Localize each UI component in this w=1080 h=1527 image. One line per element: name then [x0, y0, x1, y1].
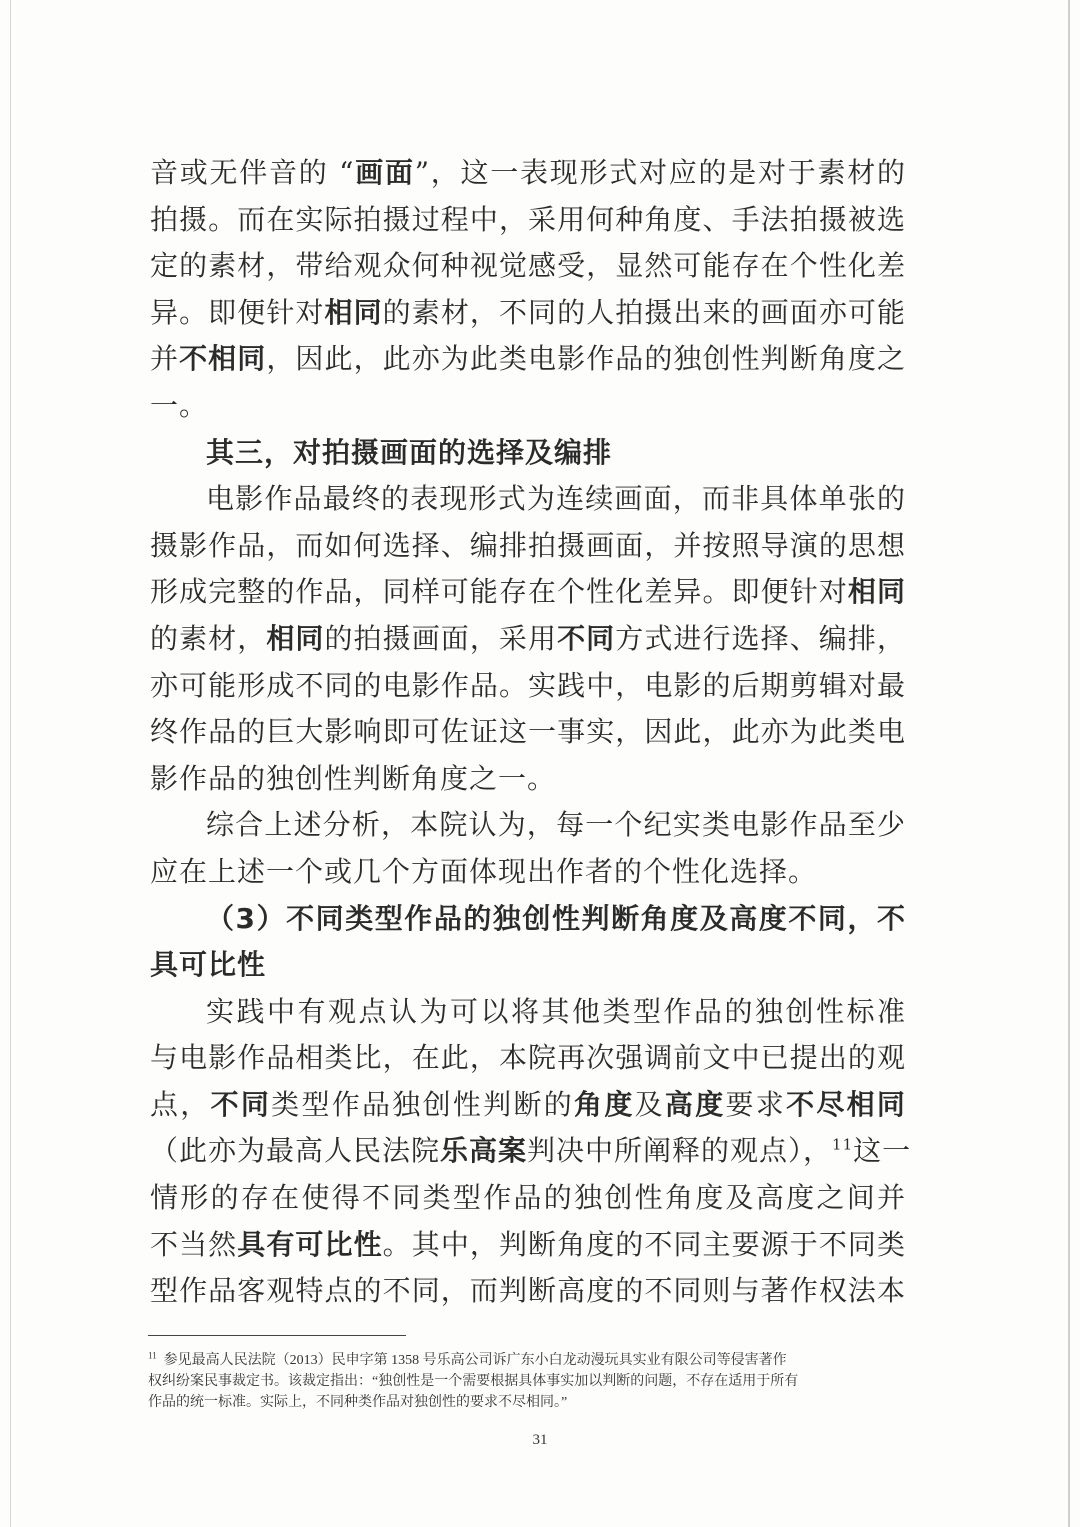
- text-line: 影作品的独创性判断角度之一。: [150, 761, 557, 795]
- footnote-line: 作品的统一标准。实际上，不同种类作品对独创性的要求不尽相同。”: [148, 1395, 568, 1410]
- footnote-reference[interactable]: 11: [832, 1136, 854, 1155]
- body-text: [150, 150, 912, 1315]
- text-line: 与电影作品相类比，在此，本院再次强调前文中已提出的观: [150, 1041, 906, 1075]
- section-heading-continued: 具可比性: [150, 948, 267, 982]
- scan-edge: [1068, 0, 1070, 1527]
- footnote-line: 权纠纷案民事裁定书。该裁定指出：“独创性是一个需要根据具体事实加以判断的问题，不存在适用于所有: [148, 1374, 799, 1389]
- footnote-marker: 11: [148, 1350, 157, 1361]
- text-line: 点，不同类型作品独创性判断的角度及高度要求不尽相同: [150, 1087, 906, 1121]
- text-line: 一。: [150, 388, 209, 422]
- text-line: 电影作品最终的表现形式为连续画面，而非具体单张的: [206, 482, 906, 516]
- scan-edge: [10, 0, 11, 1527]
- page-number: 31: [532, 1432, 548, 1448]
- text-line: 型作品客观特点的不同，而判断高度的不同则与著作权法本: [150, 1274, 906, 1308]
- section-heading: （3）不同类型作品的独创性判断角度及高度不同，不: [206, 901, 906, 935]
- text-line: 形成完整的作品，同样可能存在个性化差异。即便针对相同: [150, 575, 906, 609]
- text-line: 终作品的巨大影响即可佐证这一事实，因此，此亦为此类电: [150, 715, 906, 749]
- text-line: 音或无伴音的 “画面”，这一表现形式对应的是对于素材的: [150, 156, 906, 189]
- text-line: 并不相同，因此，此亦为此类电影作品的独创性判断角度之: [150, 342, 906, 376]
- footnote-line: $^{11}$ 参见最高人民法院（2013）民申字第 1358 号乐高公司诉广东小白龙动漫玩具实业有限公司等侵害著作: [148, 1350, 787, 1368]
- text-line: 异。即便针对相同的素材，不同的人拍摄出来的画面亦可能: [150, 295, 906, 329]
- text-line: 的素材，相同的拍摄画面，采用不同方式进行选择、编排，: [150, 621, 906, 655]
- text-line: 情形的存在使得不同类型作品的独创性角度及高度之间并: [150, 1181, 906, 1215]
- text-line: 定的素材，带给观众何种视觉感受，显然可能存在个性化差: [150, 249, 906, 283]
- section-heading: 其三，对拍摄画面的选择及编排: [206, 435, 613, 469]
- text-line: 拍摄。而在实际拍摄过程中，采用何种角度、手法拍摄被选: [150, 202, 906, 236]
- footnote-separator: [148, 1335, 406, 1336]
- footnote: [148, 1350, 908, 1413]
- text-line: 应在上述一个或几个方面体现出作者的个性化选择。: [150, 854, 818, 888]
- text-line: 摄影作品，而如何选择、编排拍摄画面，并按照导演的思想: [150, 528, 906, 562]
- text-line: 综合上述分析，本院认为，每一个纪实类电影作品至少: [206, 808, 906, 842]
- text-line: 亦可能形成不同的电影作品。实践中，电影的后期剪辑对最: [150, 668, 906, 702]
- text-line: 实践中有观点认为可以将其他类型作品的独创性标准: [206, 994, 906, 1028]
- text-line: （此亦为最高人民法院乐高案判决中所阐释的观点），$^{11}$这一: [150, 1134, 912, 1168]
- text-line: 不当然具有可比性。其中，判断角度的不同主要源于不同类: [150, 1227, 906, 1261]
